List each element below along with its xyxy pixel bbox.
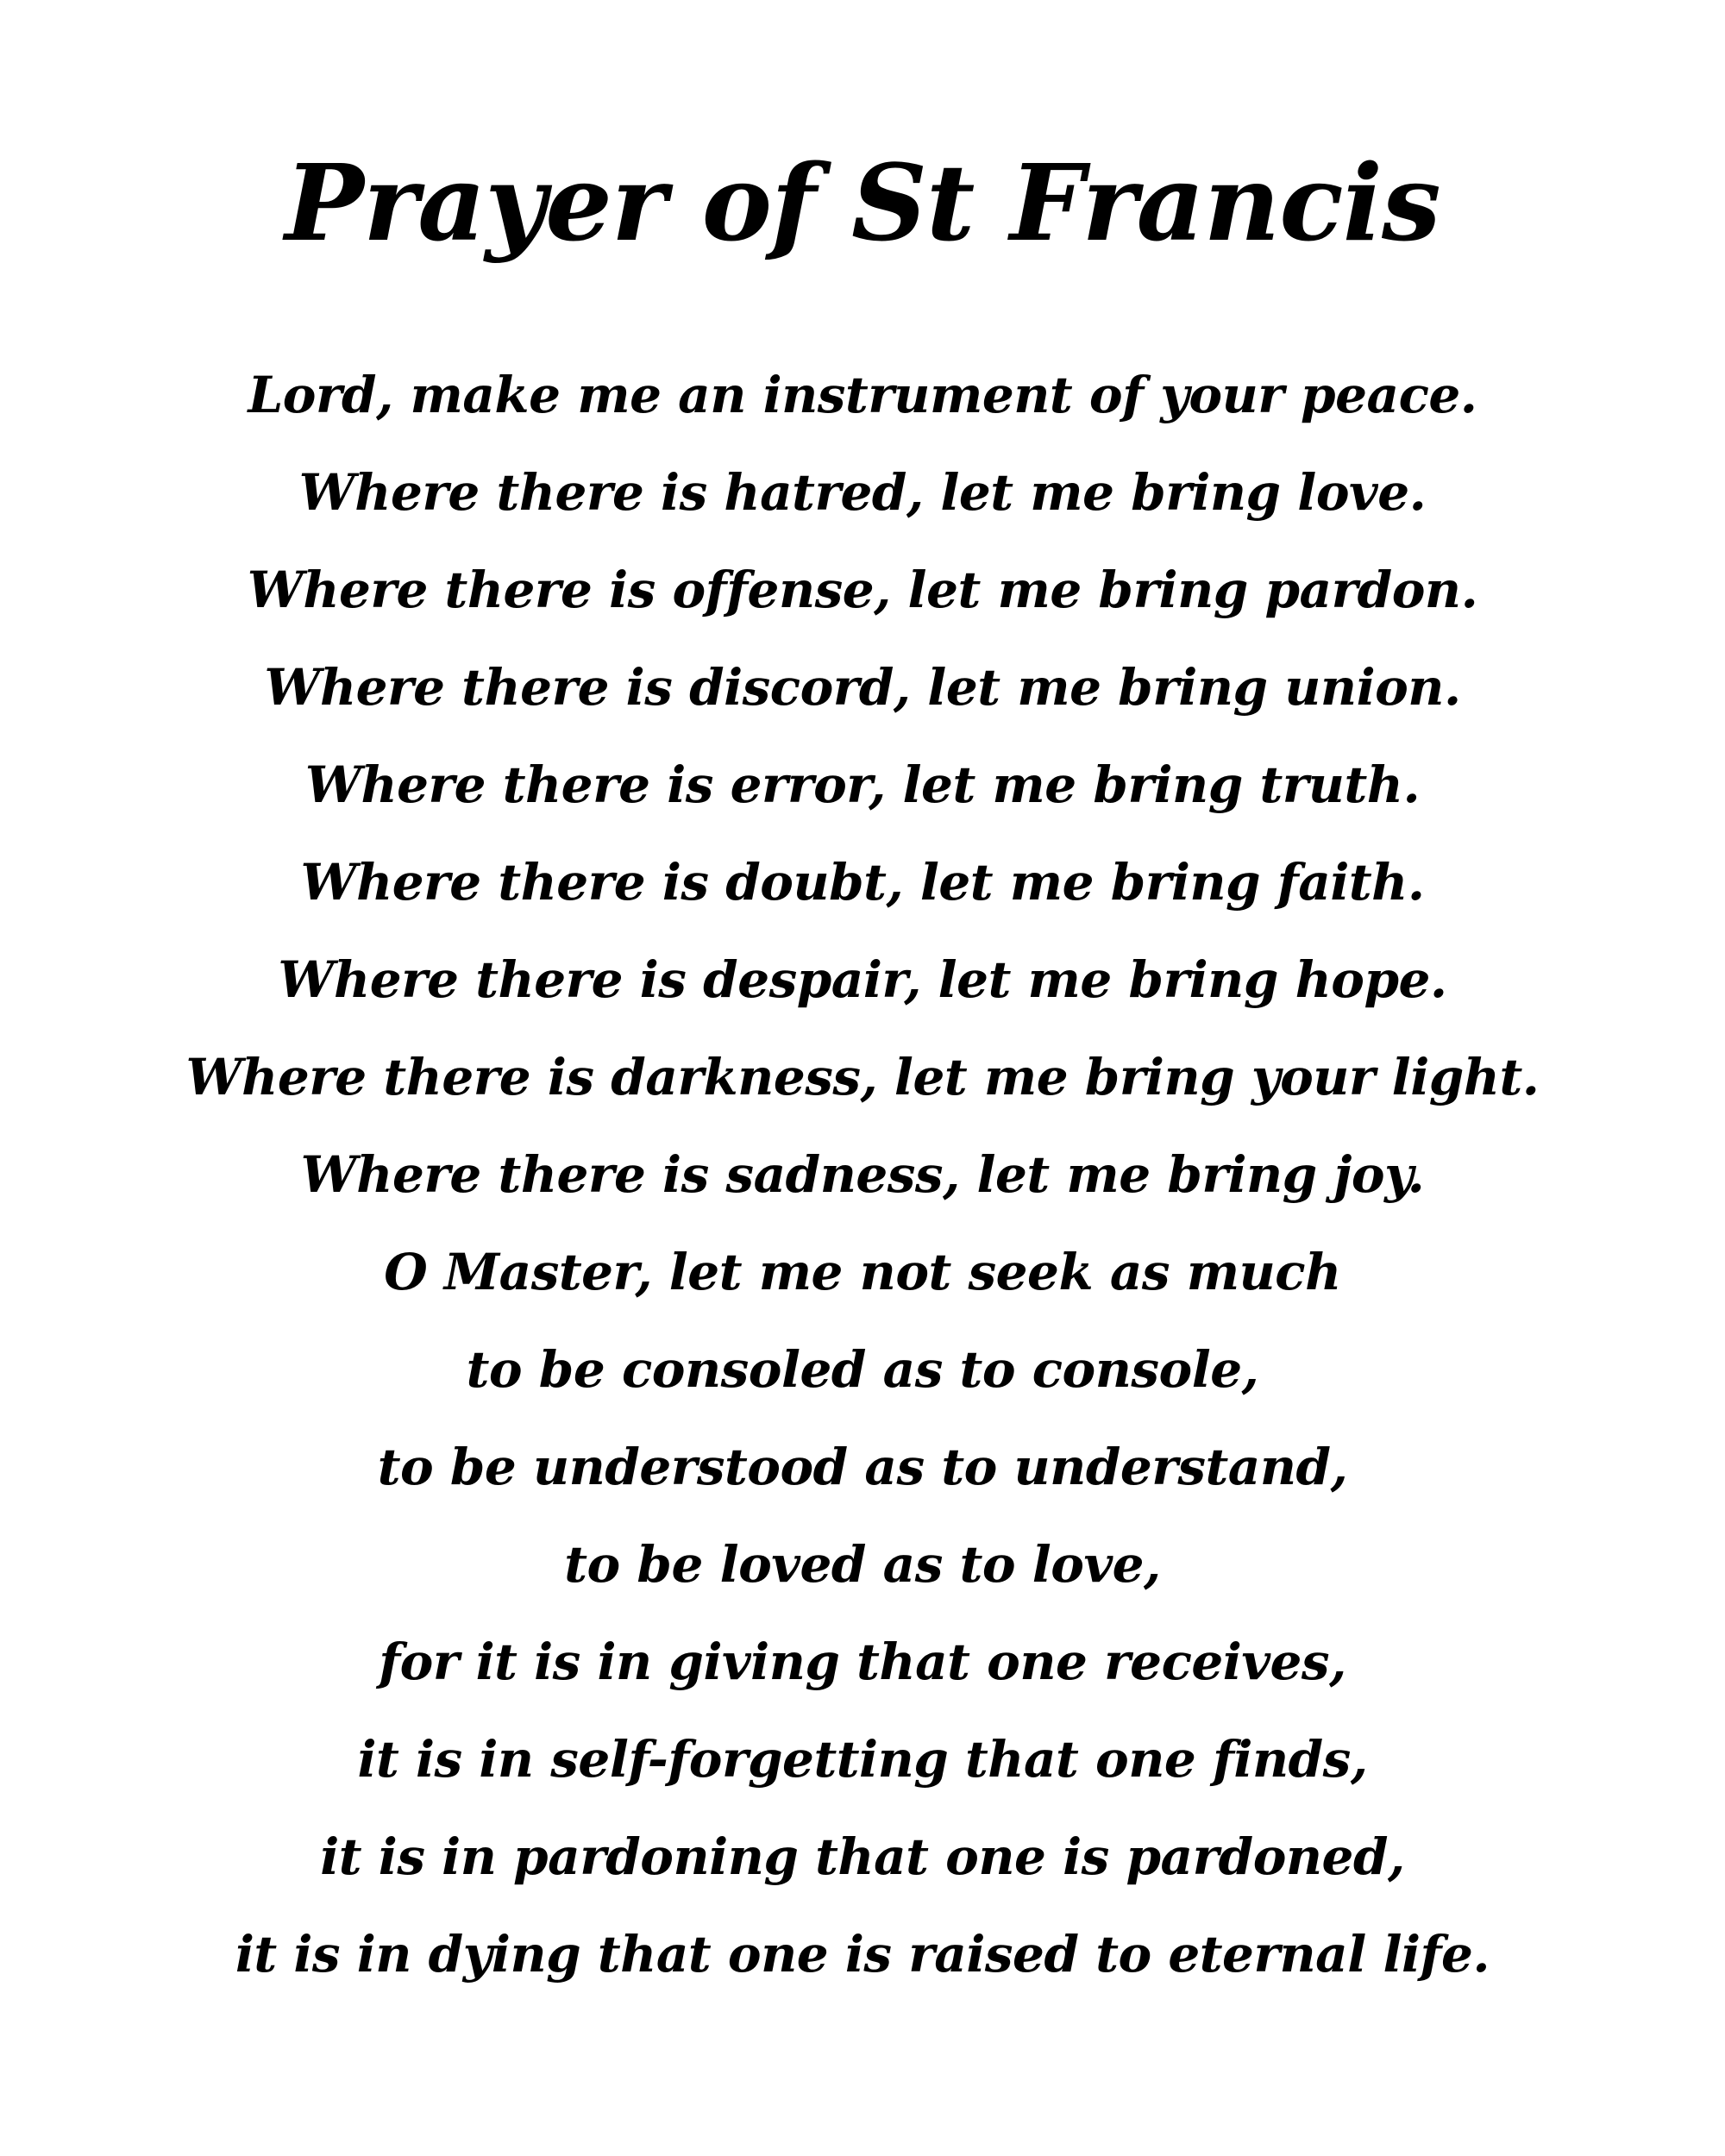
verse-line: Where there is error, let me bring truth.: [304, 755, 1421, 814]
verse-line: Where there is darkness, let me bring your light.: [185, 1048, 1540, 1106]
verse-line: to be understood as to understand,: [377, 1438, 1348, 1496]
verse-line: to be consoled as to console,: [466, 1340, 1259, 1399]
verse-line: Where there is offense, let me bring pardon.: [247, 561, 1478, 619]
verse-line: for it is in giving that one receives,: [379, 1633, 1346, 1691]
verse-line: Where there is sadness, let me bring joy.: [300, 1145, 1425, 1204]
verse-line: Lord, make me an instrument of your peace.: [248, 366, 1477, 424]
verse-line: to be loved as to love,: [564, 1535, 1161, 1594]
verse-line: it is in self-forgetting that one finds,: [357, 1730, 1368, 1789]
verse-line: Where there is discord, let me bring union.: [264, 658, 1461, 717]
verse-line: Where there is despair, let me bring hope.: [278, 950, 1447, 1009]
verse-line: O Master, let me not seek as much: [384, 1243, 1341, 1301]
verse-line: it is in dying that one is raised to eternal life.: [235, 1925, 1490, 1984]
verse-line: it is in pardoning that one is pardoned,: [320, 1827, 1405, 1886]
verse-line: Where there is doubt, let me bring faith.: [300, 853, 1425, 912]
verse-line: Where there is hatred, let me bring love.: [298, 463, 1427, 522]
page-title: Prayer of St Francis: [285, 141, 1440, 265]
prayer-verse: [0, 347, 1725, 2003]
